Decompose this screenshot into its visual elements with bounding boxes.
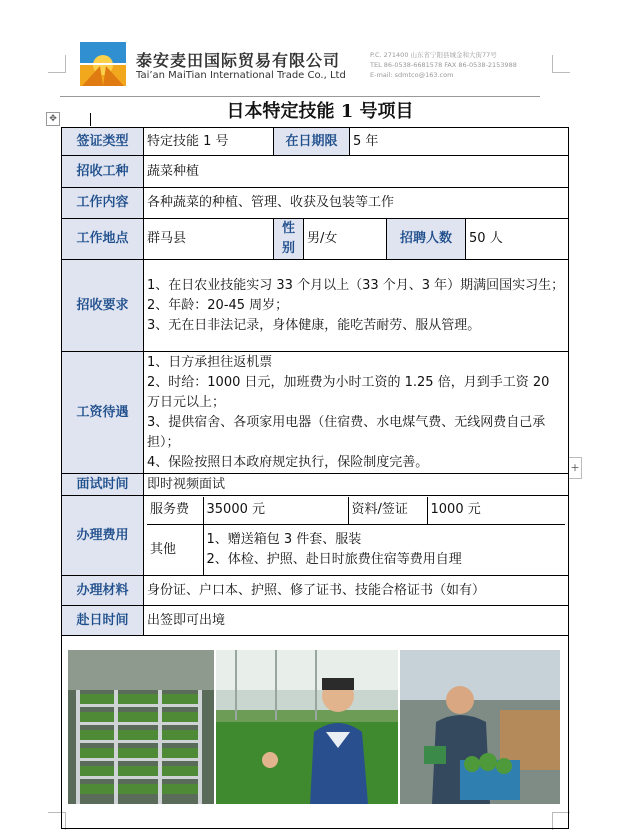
row-job-type bbox=[62, 156, 569, 188]
company-contact bbox=[370, 50, 517, 80]
row-photos bbox=[62, 636, 569, 829]
company-logo bbox=[80, 42, 126, 86]
work-content-label: 工作内容 bbox=[62, 188, 144, 219]
materials-label: 办理材料 bbox=[62, 576, 144, 606]
row-requirements bbox=[62, 260, 569, 352]
docs-visa-label: 资料/签证 bbox=[348, 497, 427, 525]
service-fee-label: 服务费 bbox=[147, 497, 203, 525]
requirement-item: 3、无在日非法记录，身体健康，能吃苦耐劳、服从管理。 bbox=[147, 317, 481, 333]
fees-label: 办理费用 bbox=[62, 496, 144, 576]
contact-address: P.C. 271400 山东省宁阳县城金和大街77号 bbox=[370, 51, 497, 59]
fees-inner-table bbox=[147, 497, 565, 575]
interview-label: 面试时间 bbox=[62, 474, 144, 496]
salary-item: 4、保险按照日本政府规定执行，保险制度完善。 bbox=[147, 454, 429, 470]
other-fee-items bbox=[203, 525, 565, 575]
location-value: 群马县 bbox=[144, 219, 274, 260]
visa-type-value: 特定技能 1 号 bbox=[144, 128, 274, 156]
requirement-item: 1、在日农业技能实习 33 个月以上（33 个月、3 年）期满回国实习生； bbox=[147, 277, 565, 293]
job-type-label: 招收工种 bbox=[62, 156, 144, 188]
docs-visa-value: 1000 元 bbox=[427, 497, 565, 525]
requirements-label: 招收要求 bbox=[62, 260, 144, 352]
row-departure bbox=[62, 606, 569, 636]
row-work-content bbox=[62, 188, 569, 219]
row-location bbox=[62, 219, 569, 260]
contact-phone: TEL 86-0538-6681578 FAX 86-0538-2153988 bbox=[370, 61, 517, 69]
service-fee-value: 35000 元 bbox=[203, 497, 348, 525]
salary-label: 工资待遇 bbox=[62, 352, 144, 474]
stay-period-value: 5 年 bbox=[350, 128, 569, 156]
departure-value: 出签即可出境 bbox=[144, 606, 569, 636]
location-label: 工作地点 bbox=[62, 219, 144, 260]
vegetable-packing-photo bbox=[400, 650, 560, 804]
salary-list bbox=[144, 352, 569, 474]
seedling-racks-photo bbox=[68, 650, 214, 804]
company-name-cn: 泰安麦田国际贸易有限公司 bbox=[136, 51, 341, 70]
add-column-icon[interactable]: + bbox=[568, 457, 582, 479]
headcount-label: 招聘人数 bbox=[387, 219, 466, 260]
contact-email: E-mail: sdmtco@163.com bbox=[370, 71, 454, 79]
row-salary bbox=[62, 352, 569, 474]
departure-label: 赴日时间 bbox=[62, 606, 144, 636]
crop-mark-top-right bbox=[552, 55, 570, 73]
greenhouse-worker-photo bbox=[216, 650, 398, 804]
salary-item: 1、日方承担往返机票 bbox=[147, 354, 273, 370]
header-divider bbox=[60, 96, 540, 97]
other-fee-label: 其他 bbox=[147, 525, 203, 575]
text-cursor bbox=[90, 113, 91, 126]
crop-mark-top-left bbox=[48, 55, 66, 73]
other-fee-item: 2、体检、护照、赴日时旅费住宿等费用自理 bbox=[206, 551, 462, 567]
materials-value: 身份证、户口本、护照、修了证书、技能合格证书（如有） bbox=[144, 576, 569, 606]
table-move-handle-icon[interactable]: ✥ bbox=[46, 112, 60, 126]
company-name-en: Tai’an MaiTian International Trade Co., Ltd bbox=[136, 70, 346, 81]
row-fees bbox=[62, 496, 569, 576]
job-details-table bbox=[61, 127, 569, 829]
requirement-item: 2、年龄：20-45 周岁； bbox=[147, 297, 289, 313]
letterhead bbox=[80, 40, 550, 90]
gender-label: 性别 bbox=[274, 219, 304, 260]
visa-type-label: 签证类型 bbox=[62, 128, 144, 156]
document-title: 日本特定技能 1 号项目 bbox=[226, 101, 414, 122]
requirements-list bbox=[144, 260, 569, 352]
salary-item: 2、时给：1000 日元，加班费为小时工资的 1.25 倍，月到手工资 20 万日元以上； bbox=[147, 374, 550, 410]
row-visa bbox=[62, 128, 569, 156]
row-materials bbox=[62, 576, 569, 606]
headcount-value: 50 人 bbox=[466, 219, 569, 260]
row-interview bbox=[62, 474, 569, 496]
photos-cell bbox=[62, 636, 569, 829]
work-content-value: 各种蔬菜的种植、管理、收获及包装等工作 bbox=[144, 188, 569, 219]
salary-item: 3、提供宿舍、各项家用电器（住宿费、水电煤气费、无线网费自己承担）； bbox=[147, 414, 546, 450]
stay-period-label: 在日期限 bbox=[274, 128, 350, 156]
fees-breakdown bbox=[144, 496, 569, 576]
gender-value: 男/女 bbox=[304, 219, 387, 260]
job-type-value: 蔬菜种植 bbox=[144, 156, 569, 188]
interview-value: 即时视频面试 bbox=[144, 474, 569, 496]
other-fee-item: 1、赠送箱包 3 件套、服装 bbox=[206, 531, 362, 547]
